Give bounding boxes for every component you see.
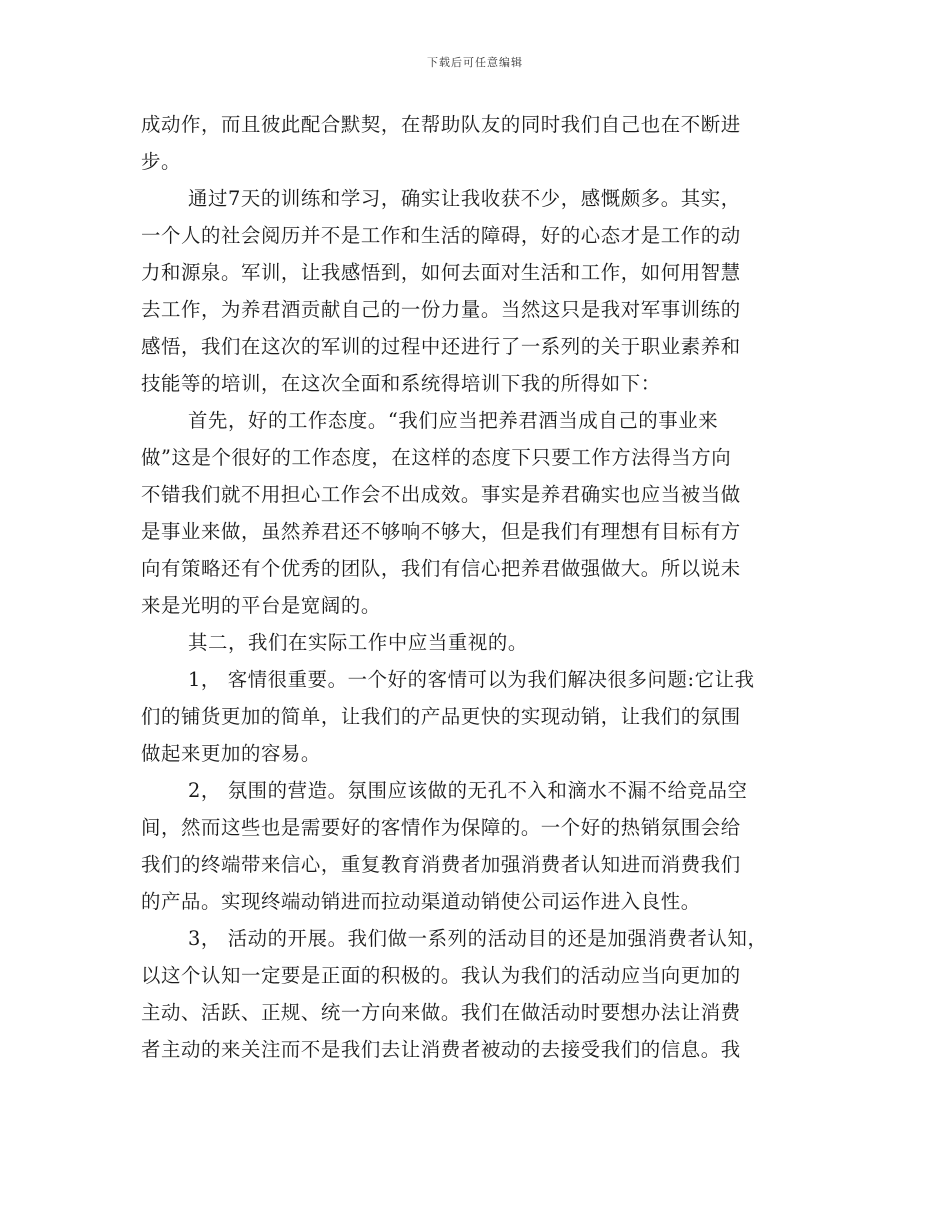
document-body bbox=[141, 106, 809, 1068]
text-line: 3， 活动的开展。我们做一系列的活动目的还是加强消费者认知， bbox=[188, 927, 768, 950]
text-line: 以这个认知一定要是正面的积极的。我认为我们的活动应当向更加的 bbox=[141, 964, 741, 987]
page-header: 下载后可任意编辑 bbox=[427, 56, 523, 69]
text-line: 技能等的培训，在这次全面和系统得培训下我的所得如下： bbox=[141, 372, 661, 395]
text-line: 来是光明的平台是宽阔的。 bbox=[141, 594, 381, 617]
text-line: 不错我们就不用担心工作会不出成效。事实是养君确实也应当被当做 bbox=[141, 483, 741, 506]
text-line: 者主动的来关注而不是我们去让消费者被动的去接受我们的信息。我 bbox=[141, 1038, 741, 1061]
text-line: 向有策略还有个优秀的团队，我们有信心把养君做强做大。所以说未 bbox=[141, 557, 741, 580]
text-line: 主动、活跃、正规、统一方向来做。我们在做活动时要想办法让消费 bbox=[141, 1001, 741, 1024]
text-line: 感悟，我们在这次的军训的过程中还进行了一系列的关于职业素养和 bbox=[141, 335, 741, 358]
text-line: 做”这是个很好的工作态度，在这样的态度下只要工作方法得当方向 bbox=[141, 446, 732, 469]
text-line: 做起来更加的容易。 bbox=[141, 742, 321, 765]
text-line: 我们的终端带来信心，重复教育消费者加强消费者认知进而消费我们 bbox=[141, 853, 741, 876]
text-line: 是事业来做，虽然养君还不够响不够大，但是我们有理想有目标有方 bbox=[141, 520, 741, 543]
text-line: 2， 氛围的营造。氛围应该做的无孔不入和滴水不漏不给竞品空 bbox=[188, 779, 748, 802]
text-line: 步。 bbox=[141, 150, 181, 173]
text-line: 间，然而这些也是需要好的客情作为保障的。一个好的热销氛围会给 bbox=[141, 816, 741, 839]
text-line: 通过7天的训练和学习，确实让我收获不少，感慨颇多。其实， bbox=[188, 187, 741, 210]
text-line: 首先，好的工作态度。“我们应当把养君酒当成自己的事业来 bbox=[188, 409, 719, 432]
text-line: 去工作，为养君酒贡献自己的一份力量。当然这只是我对军事训练的 bbox=[141, 298, 741, 321]
text-line: 成动作，而且彼此配合默契，在帮助队友的同时我们自己也在不断进 bbox=[141, 113, 741, 136]
text-line: 1， 客情很重要。一个好的客情可以为我们解决很多问题:它让我 bbox=[188, 668, 755, 691]
text-line: 一个人的社会阅历并不是工作和生活的障碍，好的心态才是工作的动 bbox=[141, 224, 741, 247]
text-line: 力和源泉。军训，让我感悟到，如何去面对生活和工作，如何用智慧 bbox=[141, 261, 741, 284]
text-line: 们的铺货更加的简单，让我们的产品更快的实现动销，让我们的氛围 bbox=[141, 705, 741, 728]
text-line: 的产品。实现终端动销进而拉动渠道动销使公司运作进入良性。 bbox=[141, 890, 701, 913]
text-line: 其二，我们在实际工作中应当重视的。 bbox=[188, 631, 528, 654]
